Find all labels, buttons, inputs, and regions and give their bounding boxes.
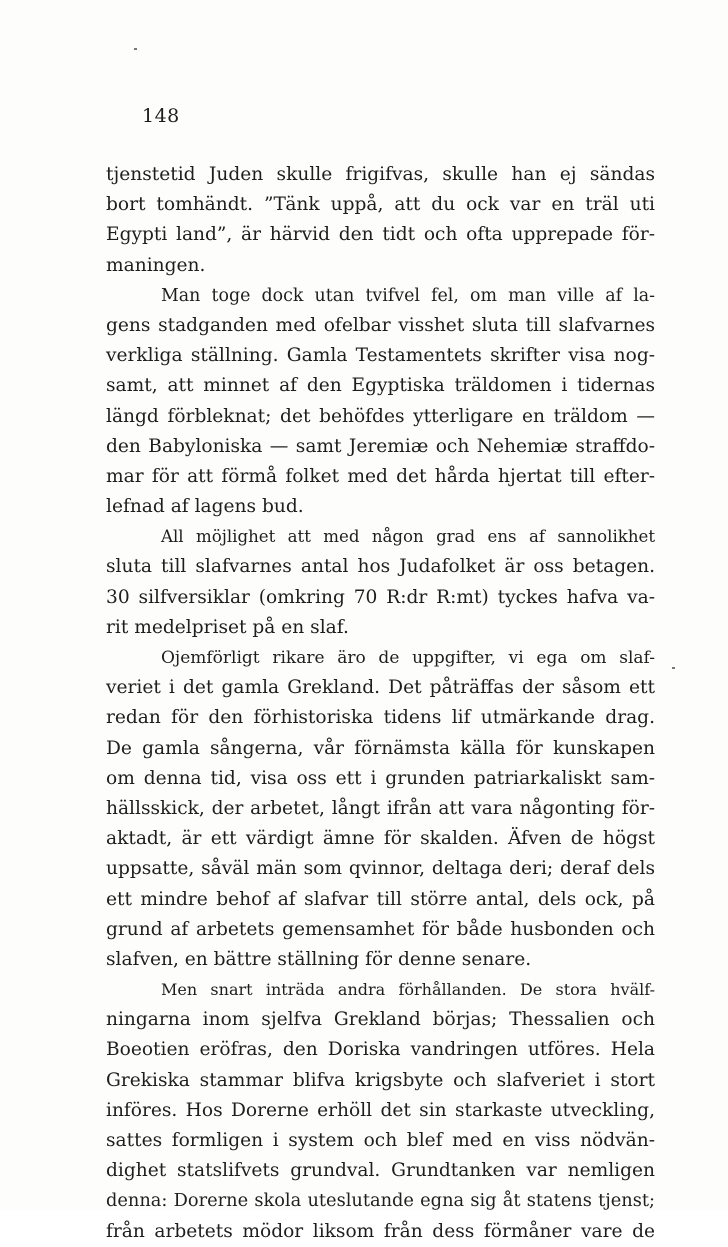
paragraph — [106, 160, 655, 281]
text-line: rit medelpriset på en slaf. — [106, 616, 349, 638]
text-line: införes. Hos Dorerne erhöll det sin starkaste utveckling, — [106, 1099, 655, 1121]
text-line: längd förbleknat; det behöfdes ytterligare en träldom — — [106, 405, 655, 427]
text-line: sluta till slafvarnes antal hos Judafolket är oss betagen. — [106, 556, 655, 578]
text-line: lefnad af lagens bud. — [106, 496, 304, 518]
text-line: ningarna inom sjelfva Grekland börjas; Thessalien och — [106, 1009, 655, 1031]
text-line: den Babyloniska — samt Jeremiæ och Nehemiæ straffdo- — [106, 435, 655, 457]
text-line: samt, att minnet af den Egyptiska träldomen i tidernas — [106, 375, 655, 397]
text-line: dighet statslifvets grundval. Grundtanken var nemligen — [106, 1160, 655, 1182]
text-line: Boeotien eröfras, den Doriska vandringen utföres. Hela — [106, 1039, 655, 1061]
text-line: grund af arbetets gemensamhet för både husbonden och — [106, 918, 655, 940]
text-line: tjenstetid Juden skulle frigifvas, skulle han ej sändas — [106, 164, 655, 185]
text-line: aktadt, är ett värdigt ämne för skalden. Äfven de högst — [106, 828, 655, 850]
text-line: maningen. — [106, 254, 206, 276]
text-line: Grekiska stammar blifva krigsbyte och slafveriet i stort — [106, 1069, 655, 1091]
text-line: gens stadganden med ofelbar visshet sluta till slafvarnes — [106, 314, 655, 336]
scan-speck — [134, 48, 137, 50]
text-line: veriet i det gamla Grekland. Det påträffas der såsom ett — [106, 677, 655, 699]
body-text — [106, 160, 655, 1247]
text-line: uppsatte, såväl män som qvinnor, deltaga deri; deraf dels — [106, 858, 655, 880]
text-line: Egypti land”, är härvid den tidt och ofta upprepade för- — [106, 224, 655, 246]
paragraph — [106, 281, 655, 523]
text-line: Men snart inträda andra förhållanden. De stora hvälf- — [161, 980, 655, 1000]
text-line: denna: Dorerne skola uteslutande egna sig åt statens tjenst; — [106, 1190, 655, 1212]
text-line: 30 silfversiklar (omkring 70 R:dr R:mt) tyckes hafva va- — [106, 586, 655, 608]
text-line: mar för att förmå folket med det hårda hjertat till efter- — [106, 465, 655, 487]
text-line: redan för den förhistoriska tidens lif utmärkande drag. — [106, 707, 655, 729]
paragraph — [106, 522, 655, 643]
text-line: Man toge dock utan tvifvel fel, om man ville af la- — [161, 285, 655, 306]
page-number: 148 — [142, 105, 180, 127]
text-line: från arbetets mödor liksom från dess förmåner vare de — [106, 1220, 655, 1242]
text-line: om denna tid, visa oss ett i grunden patriarkaliskt sam- — [106, 767, 655, 789]
text-line: slafven, en bättre ställning för denne senare. — [106, 948, 532, 970]
text-line: All möjlighet att med någon grad ens af sannolikhet — [161, 527, 655, 547]
text-line: bort tomhändt. ”Tänk uppå, att du ock var en träl uti — [106, 194, 655, 216]
paragraph — [106, 643, 655, 975]
paragraph — [106, 975, 655, 1247]
text-line: De gamla sångerna, vår förnämsta källa för kunskapen — [106, 737, 655, 759]
text-line: hällsskick, der arbetet, långt ifrån att vara någonting för- — [106, 797, 655, 819]
text-line: sattes formligen i system och blef med en viss nödvän- — [106, 1130, 655, 1151]
text-line: Ojemförligt rikare äro de uppgifter, vi ega om slaf- — [161, 648, 655, 668]
scan-speck — [672, 667, 675, 669]
text-line: ett mindre behof af slafvar till större antal, dels ock, på — [106, 888, 655, 910]
text-line: verkliga ställning. Gamla Testamentets skrifter visa nog- — [106, 345, 655, 367]
